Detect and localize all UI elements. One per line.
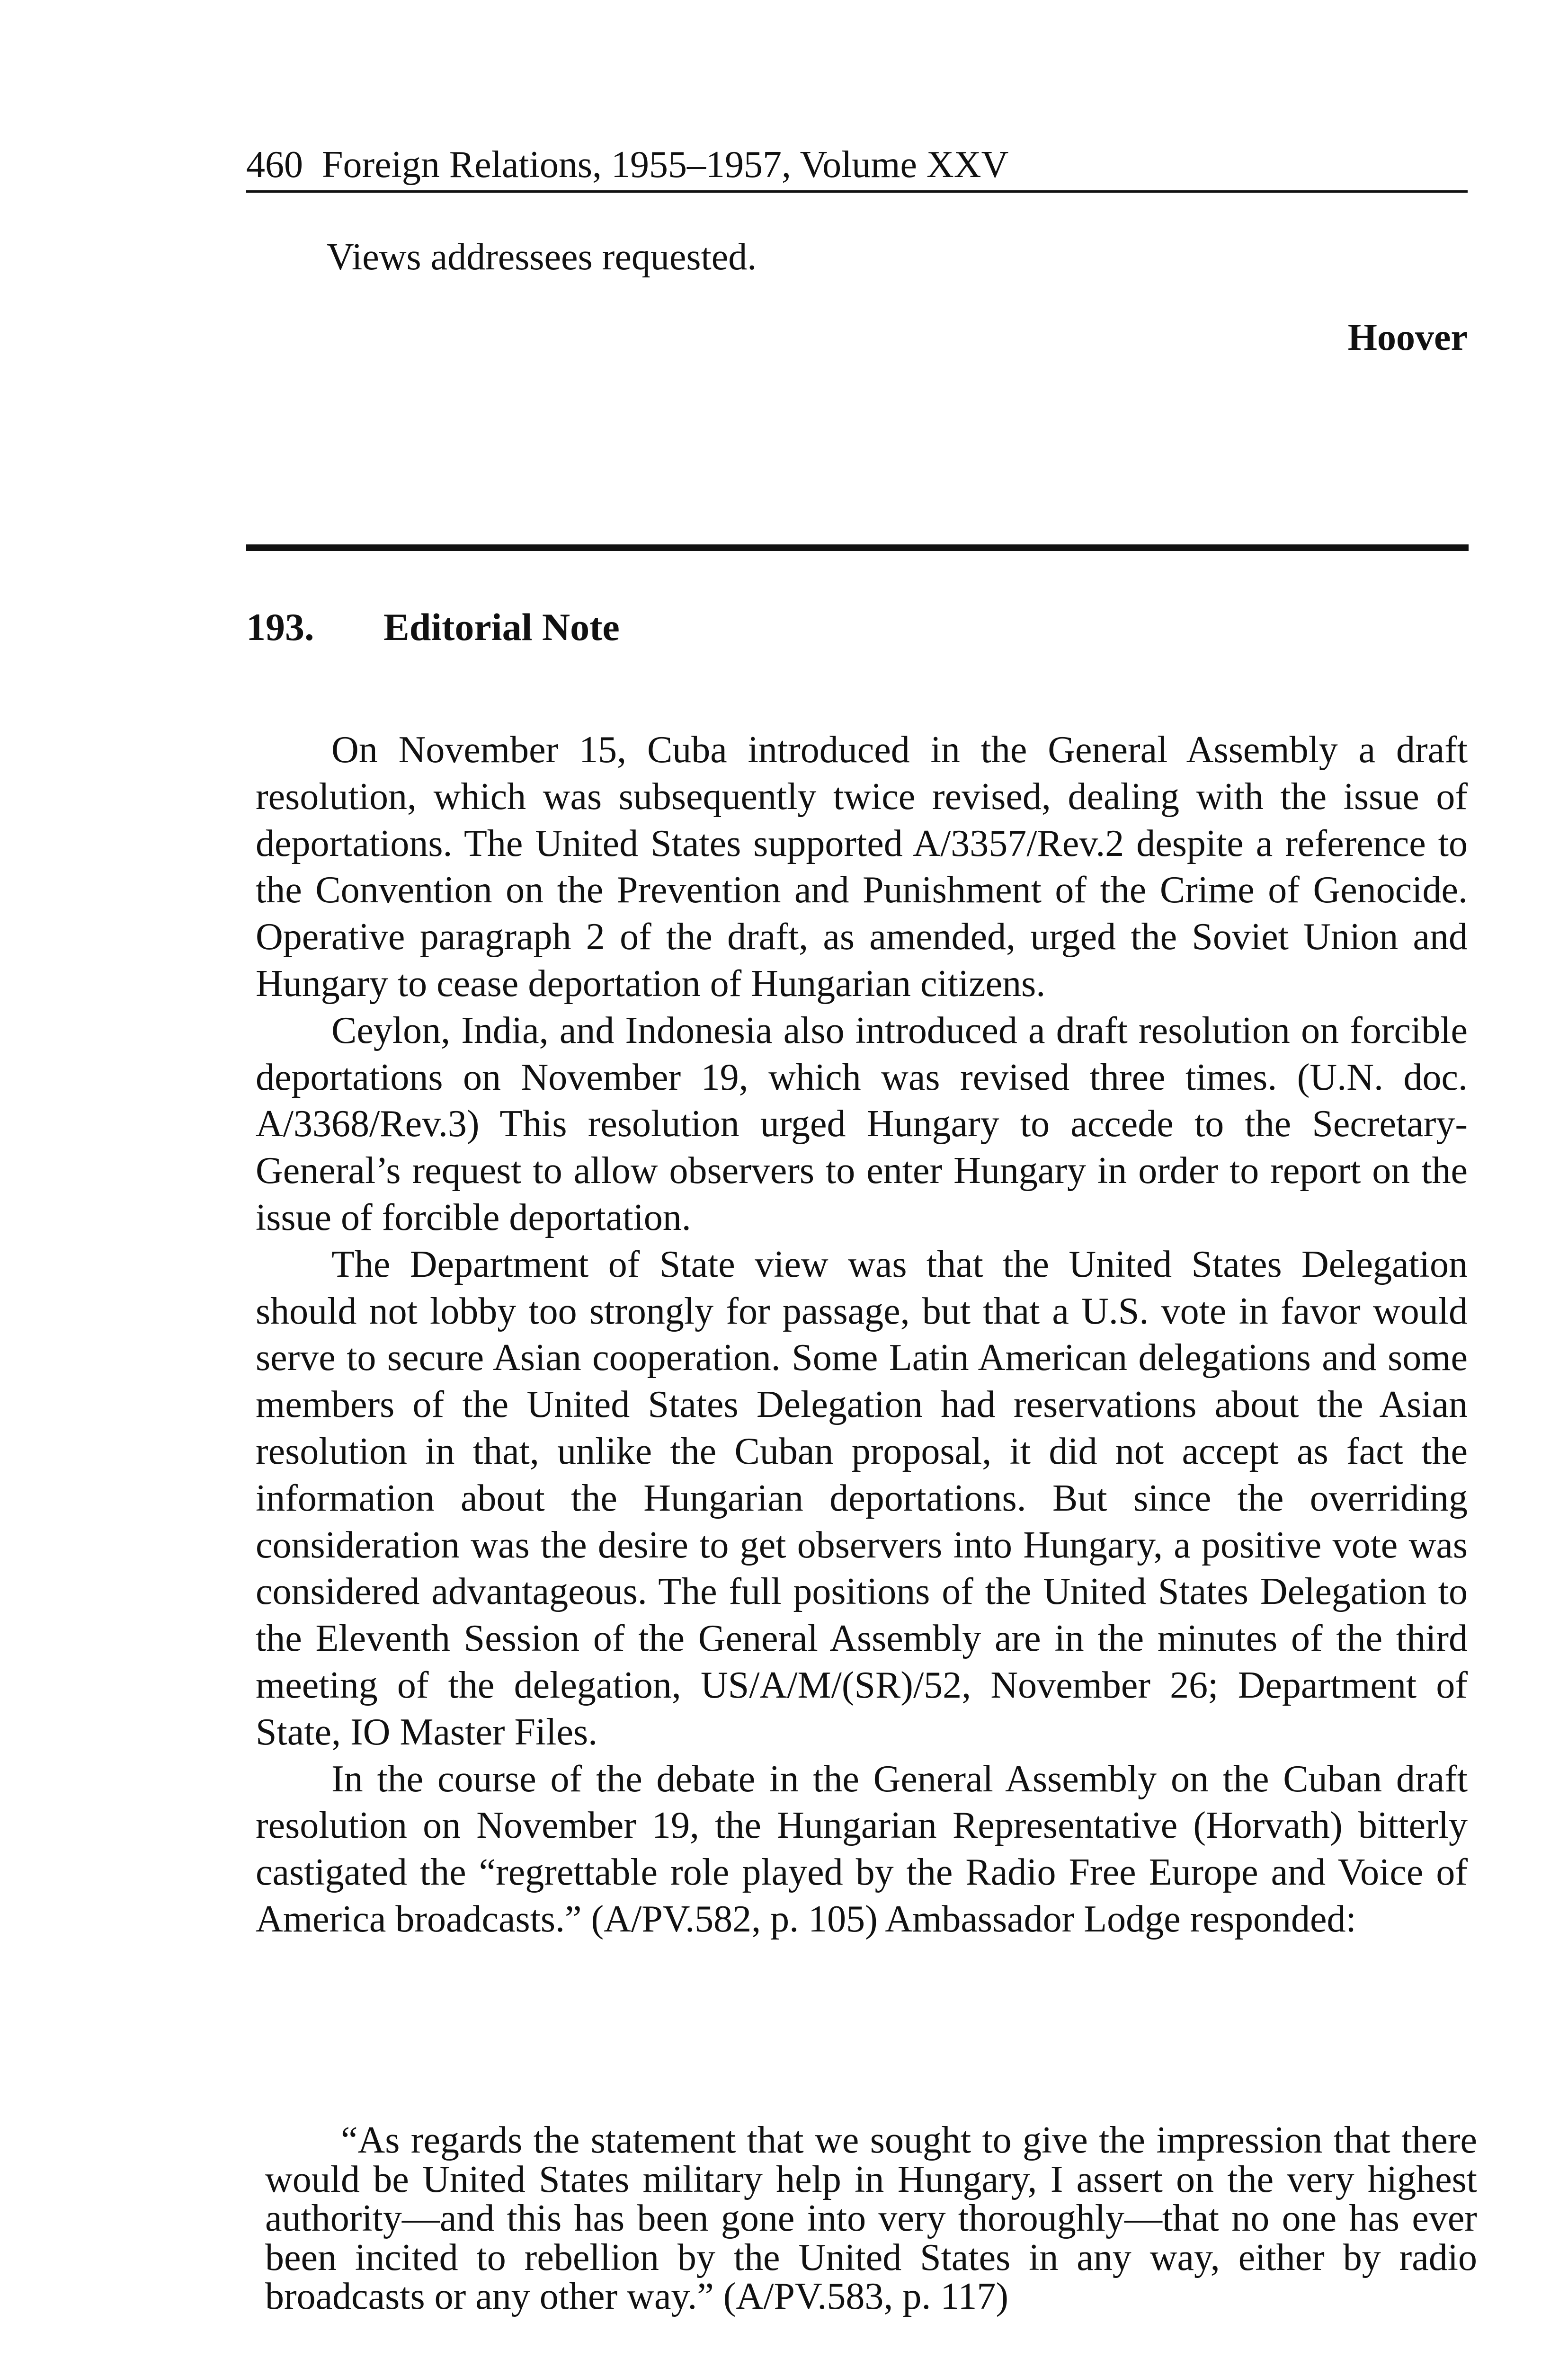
- section-divider: [246, 544, 1469, 551]
- section-title: Editorial Note: [383, 605, 620, 649]
- running-header: [246, 142, 1468, 193]
- block-quote: “As regards the statement that we sought to give the impression that there would be United States military help in Hungary, I assert on the very highest authority—and this has been gone into very thoroughly—that no one has ever been incited to rebellion by the United States in any way, either by radio broadcasts or any other way.” (A/PV.583, p. 117): [265, 2119, 1477, 2317]
- running-title: Foreign Relations, 1955–1957, Volume XXV: [322, 144, 1009, 186]
- page-number: 460: [246, 144, 303, 186]
- section-heading: [246, 604, 620, 651]
- paragraph: The Department of State view was that the United States Delegation should not lobby too strongly for passage, but that a U.S. vote in favor would serve to secure Asian cooperation. Some Latin American delegations and some members of the United States Delegation had reservations about the Asian resolution in that, unlike the Cuban proposal, it did not accept as fact the information about the Hungarian deportations. But since the overriding consideration was the desire to get observers into Hungary, a positive vote was considered advantageous. The full positions of the United States Delegation to the Eleventh Session of the General Assembly are in the minutes of the third meeting of the delegation, US/A/M/(SR)/52, November 26; Department of State, IO Master Files.: [256, 1243, 1468, 1753]
- section-number: 193.: [246, 605, 314, 649]
- signature: Hoover: [1347, 317, 1468, 358]
- paragraph: In the course of the debate in the General Assembly on the Cuban draft resolution on November 19, the Hungarian Representative (Horvath) bitterly castigated the “regrettable role played by the Radio Free Europe and Voice of America broadcasts.” (A/PV.582, p. 105) Ambassador Lodge responded:: [256, 1758, 1468, 1940]
- editorial-note-body: [256, 727, 1468, 1943]
- paragraph: On November 15, Cuba introduced in the General Assembly a draft resolution, which was subsequently twice revised, dealing with the issue of deportations. The United States supported A/3357/Rev.2 despite a reference to the Convention on the Prevention and Punishment of the Crime of Genocide. Operative paragraph 2 of the draft, as amended, urged the Soviet Union and Hungary to cease deportation of Hungarian citizens.: [256, 729, 1468, 1005]
- closing-line: Views addressees requested.: [327, 236, 757, 278]
- paragraph: Ceylon, India, and Indonesia also introduced a draft resolution on forcible deportations on November 19, which was revised three times. (U.N. doc. A/3368/Rev.3) This resolution urged Hungary to accede to the Secretary-General’s request to allow observers to enter Hungary in order to report on the issue of forcible deportation.: [256, 1009, 1468, 1238]
